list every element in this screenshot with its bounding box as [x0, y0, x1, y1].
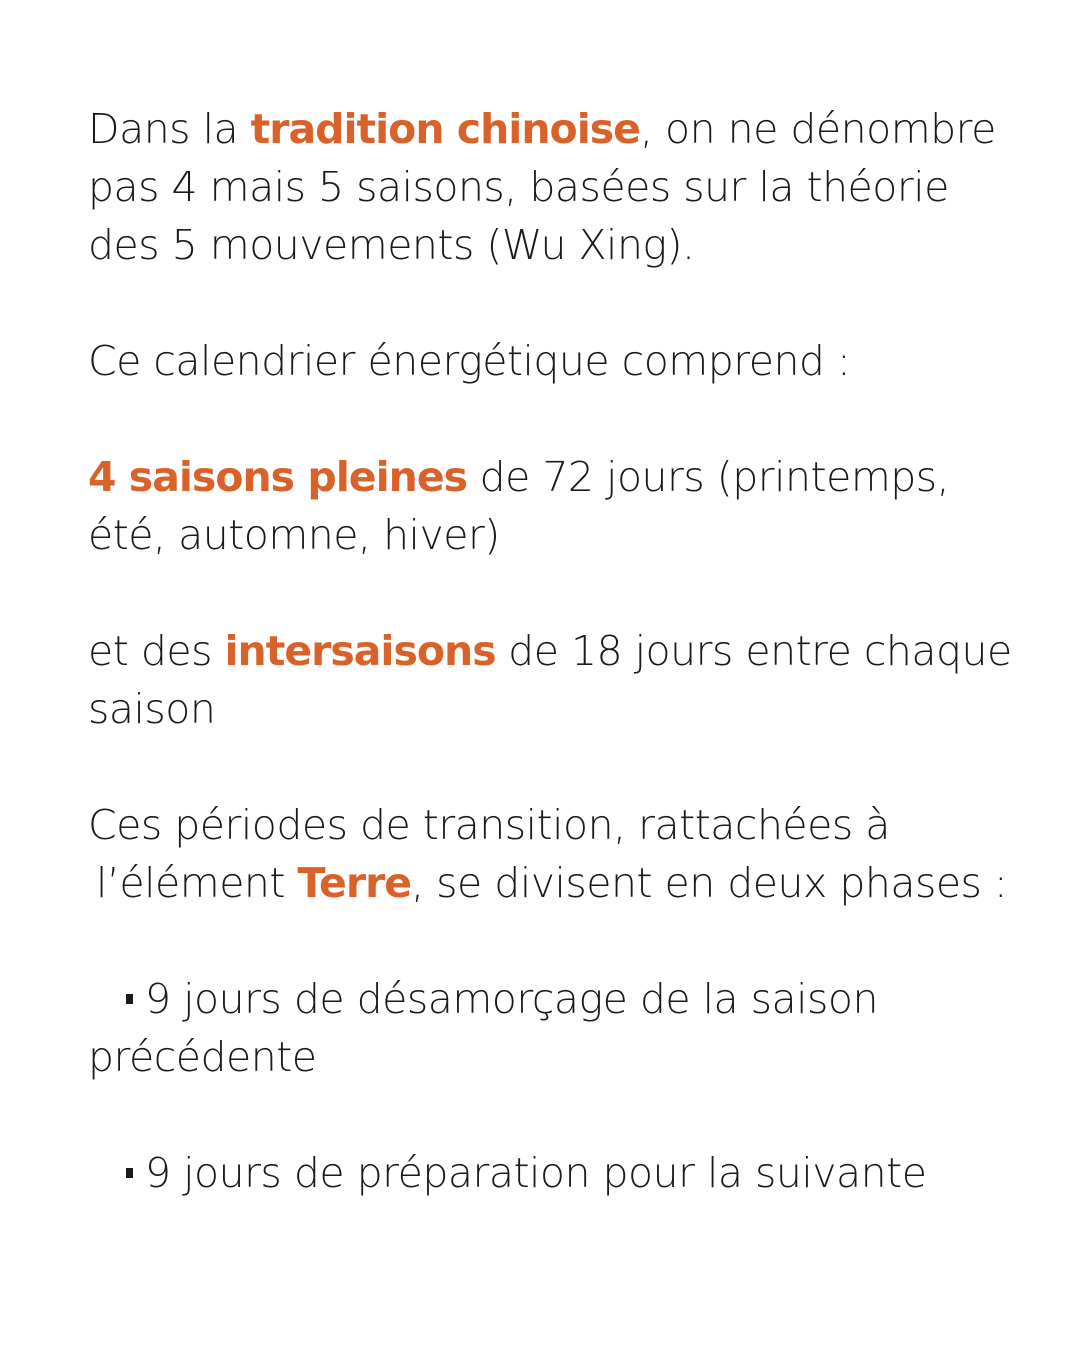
paragraph-intro [88, 100, 1018, 274]
text-content [88, 100, 1018, 1260]
paragraph-transition [88, 796, 1018, 912]
calendar-text: Ce calendrier énergétique comprend : [88, 337, 851, 385]
highlight-saisons-pleines: 4 saisons pleines [88, 453, 468, 501]
highlight-tradition-chinoise: tradition chinoise [250, 105, 640, 153]
bullet-item-desamorcage [88, 970, 1018, 1086]
bullet-text-desamorcage: 9 jours de désamorçage de la saison précédente [88, 975, 878, 1081]
transition-text-line2: l’élément [96, 859, 298, 907]
paragraph-intersaisons [88, 622, 1018, 738]
full-seasons-text: de 72 jours (printemps, été, automne, hiver) [88, 453, 950, 559]
bullet-item-preparation [88, 1144, 1018, 1202]
highlight-intersaisons: intersaisons [224, 627, 496, 675]
intro-text-end: , on ne dénombre pas 4 mais 5 saisons, basées sur la théorie des 5 mouvements (Wu Xing). [88, 105, 996, 269]
transition-text-end: , se divisent en deux phases : [411, 859, 1008, 907]
intersaisons-text-end: de 18 jours entre chaque saison [88, 627, 1012, 733]
intro-text-start: Dans la [88, 105, 251, 153]
highlight-terre: Terre [297, 859, 412, 907]
bullet-text-preparation: 9 jours de préparation pour la suivante [145, 1149, 927, 1197]
paragraph-calendar [88, 332, 1018, 390]
bullet-square-icon [126, 994, 133, 1004]
intersaisons-text-start: et des [88, 627, 225, 675]
transition-text-line1: Ces périodes de transition, rattachées à [88, 801, 890, 849]
paragraph-full-seasons [88, 448, 1018, 564]
bullet-square-icon [126, 1168, 133, 1178]
